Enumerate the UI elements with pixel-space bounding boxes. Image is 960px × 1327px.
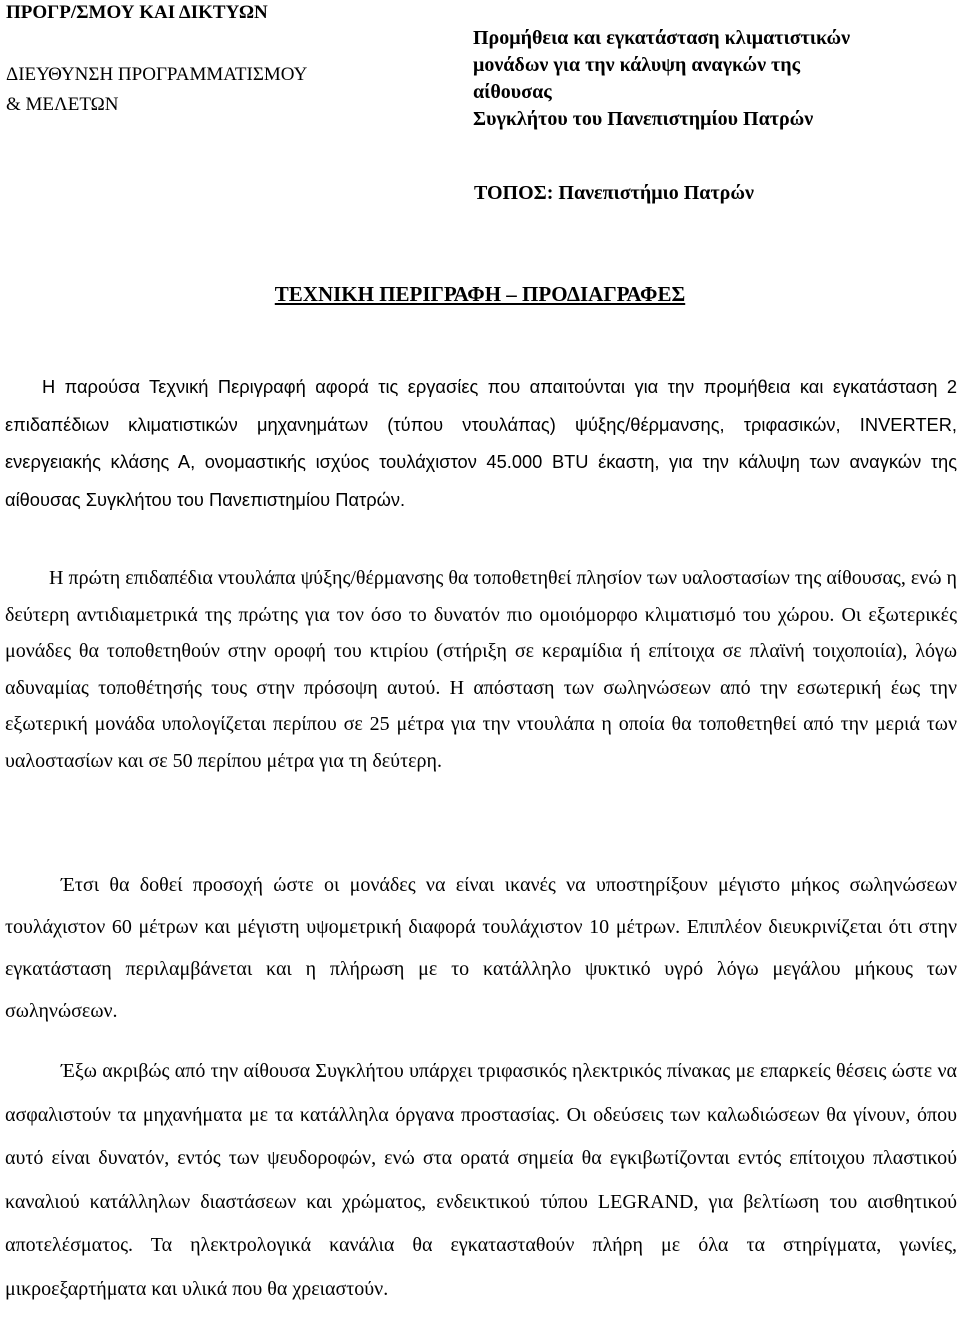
- section-heading: ΤΕΧΝΙΚΗ ΠΕΡΙΓΡΑΦΗ – ΠΡΟΔΙΑΓΡΑΦΕΣ: [274, 282, 686, 306]
- title-line-3: αίθουσας: [473, 81, 552, 103]
- paragraph-intro: [5, 368, 957, 518]
- paragraph-piping: [5, 864, 957, 1032]
- paragraph-text: Έξω ακριβώς από την αίθουσα Συγκλήτου υπάρχει τριφασικός ηλεκτρικός πίνακας με επαρκείς θέσεις ώστε να ασφαλιστούν τα μηχανήματα με τα κατάλληλα όργανα προστασίας. Οι οδεύσεις των καλωδιώσεων θα γίνουν, όπου αυτό είναι δυνατόν, εντός των ψευδοροφών, ενώ στα ορατά σημεία θα εγκιβωτίζονται εντός επίτοιχου πλαστικού καναλιού κατάλληλων διαστάσεων και χρώματος, ενδεικτικού τύπου LEGRAND, για βελτίωση του αισθητικού αποτελέσματος. Τα ηλεκτρολογικά κανάλια θα εγκατασταθούν πλήρη με όλα τα στηρίγματα, γωνίες, μικροεξαρτήματα και υλικά που θα χρειαστούν.: [5, 1060, 957, 1300]
- title-line-1: Προμήθεια και εγκατάσταση κλιματιστικών: [473, 27, 851, 49]
- project-title: [473, 25, 850, 133]
- paragraph-placement: [5, 560, 957, 780]
- paragraph-text: Η παρούσα Τεχνική Περιγραφή αφορά τις εργασίες που απαιτούνται για την προμήθεια και εγκατάσταση 2 επιδαπέδιων κλιματιστικών μηχανημάτων (τύπου ντουλάπας) ψύξης/θέρμανσης, τριφασικών, INVERTER, ενεργειακής κλάσης Α, ονομαστικής ισχύος τουλάχιστον 45.000 BTU έκαστη, για την κάλυψη των αναγκών της αίθουσας Συγκλήτου του Πανεπιστημίου Πατρών.: [5, 376, 957, 510]
- department-line-1: ΠΡΟΓΡ/ΣΜΟΥ ΚΑΙ ΔΙΚΤΥΩΝ: [6, 2, 268, 23]
- department-line-2: ΔΙΕΥΘΥΝΣΗ ΠΡΟΓΡΑΜΜΑΤΙΣΜΟΥ: [6, 64, 308, 85]
- directorate-name: [6, 60, 307, 120]
- paragraph-electrical: [5, 1050, 957, 1312]
- paragraph-text: Έτσι θα δοθεί προσοχή ώστε οι μονάδες να είναι ικανές να υποστηρίξουν μέγιστο μήκος σωληνώσεων τουλάχιστον 60 μέτρων και μέγιστη υψομετρική διαφορά τουλάχιστον 10 μέτρων. Επιπλέον διευκρινίζεται ότι στην εγκατάσταση περιλαμβάνεται και η πλήρωση με το κατάλληλο ψυκτικό υγρό λόγω μεγάλου μήκους των σωληνώσεων.: [5, 874, 957, 1022]
- location-label: ΤΟΠΟΣ: Πανεπιστήμιο Πατρών: [474, 182, 754, 204]
- department-line-3: & ΜΕΛΕΤΩΝ: [6, 94, 119, 115]
- paragraph-text: Η πρώτη επιδαπέδια ντουλάπα ψύξης/θέρμανσης θα τοποθετηθεί πλησίον των υαλοστασίων της αίθουσας, ενώ η δεύτερη αντιδιαμετρικά της πρώτης για τον όσο το δυνατόν πιο ομοιόμορφο κλιματισμό του χώρου. Οι εξωτερικές μονάδες θα τοποθετηθούν στην οροφή του κτιρίου (στήριξη σε κεραμίδια ή επίτοιχα σε πλαϊνή τοιχοποιία), λόγω αδυναμίας τοποθέτησής τους στην πρόσοψη αυτού. Η απόσταση των σωληνώσεων από την εσωτερική έως την εξωτερική μονάδα υπολογίζεται περίπου σε 25 μέτρα για την ντουλάπα η οποία θα τοποθετηθεί από την μεριά των υαλοστασίων και σε 50 περίπου μέτρα για τη δεύτερη.: [5, 567, 957, 772]
- title-line-2: μονάδων για την κάλυψη αναγκών της: [473, 54, 801, 76]
- title-line-4: Συγκλήτου του Πανεπιστημίου Πατρών: [473, 108, 814, 130]
- department-name: [6, 0, 268, 28]
